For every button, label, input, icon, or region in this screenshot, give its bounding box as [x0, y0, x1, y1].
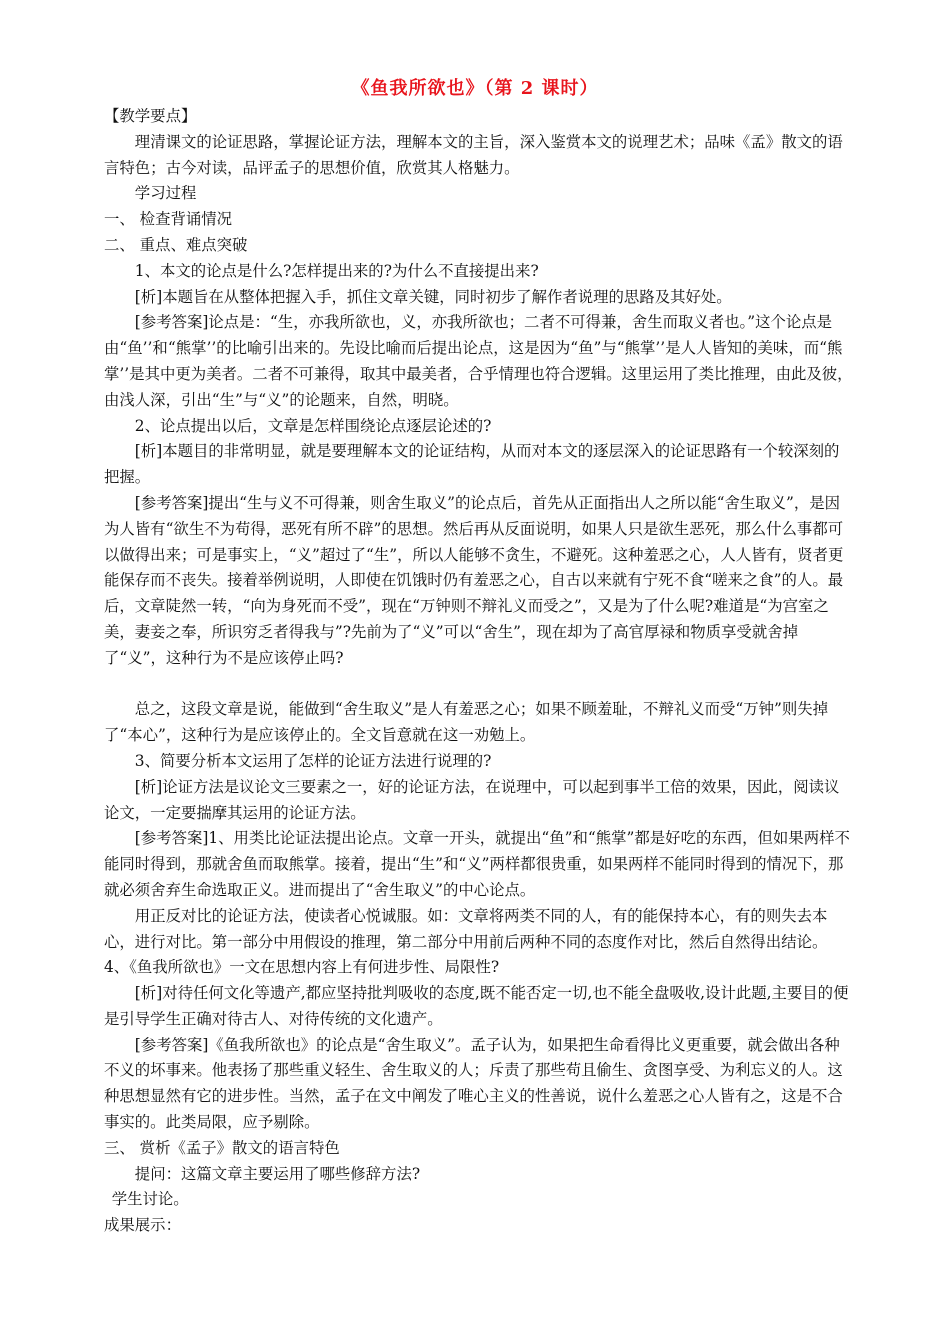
paragraph-teaching-points: 理清课文的论证思路，掌握论证方法，理解本文的主旨，深入鉴赏本文的说理艺术；品味《孟》散文的语言特色；古今对读，品评孟子的思想价值，欣赏其人格魅力。 [104, 132, 843, 177]
answer-4: [参考答案]《鱼我所欲也》的论点是“舍生取义”。孟子认为，如果把生命看得比义更重要，就会做出各种不义的坏事来。他表扬了那些重义轻生、舍生取义的人；斥责了那些苟且偷生、贪图享受、为利忘义的人。这种思想显然有它的进步性。当然，孟子在文中阐发了唯心主义的性善说，说什么羞恶之心人皆有之，这是不合事实的。此类局限，应予剔除。 [104, 1035, 843, 1132]
section-heading-teaching-points: 【教学要点】 [104, 107, 197, 125]
question-2: 2、论点提出以后，文章是怎样围绕论点逐层论述的? [134, 416, 492, 435]
analysis-3: [析]论证方法是议论文三要素之一，好的论证方法，在说理中，可以起到事半工倍的效果，因此，阅读议论文，一定要揣摩其运用的论证方法。 [104, 777, 840, 822]
answer-1: [参考答案]论点是：“生，亦我所欲也，义，亦我所欲也；二者不可得兼，舍生而取义者也。”这个论点是由“鱼’’和“熊掌’’的比喻引出来的。先设比喻而后提出论点，这是因为“鱼”与“熊掌’’是人人皆知的美味，而“熊掌’’是其中更为美者。二者不可兼得，取其中最美者，合乎情理也符合逻辑。这里运用了类比推理，由此及彼，由浅人深，引出“生”与“义”的论题来，自然，明晓。 [104, 313, 853, 409]
heading-learning-process: 学习过程 [134, 184, 197, 203]
question-3: 3、简要分析本文运用了怎样的论证方法进行说理的? [134, 751, 492, 770]
answer-3: [参考答案]1、用类比论证法提出论点。文章一开头，就提出“鱼”和“熊掌”都是好吃的东西，但如果两样不能同时得到，那就舍鱼而取熊掌。接着，提出“生”和“义”两样都很贵重，如果两样不能同时得到的情况下，那就必须舍弃生命选取正义。进而提出了“舍生取义”的中心论点。 [104, 829, 850, 899]
question-1: 1、本文的论点是什么?怎样提出来的?为什么不直接提出来? [134, 261, 539, 280]
analysis-4: [析]对待任何文化等遗产,都应坚持批判吸收的态度,既不能否定一切,也不能全盘吸收,设计此题,主要目的便是引导学生正确对待古人、对待传统的文化遗产。 [104, 984, 849, 1028]
answer-2: [参考答案]提出“生与义不可得兼，则舍生取义”的论点后，首先从正面指出人之所以能“舍生取义”，是因为人皆有“欲生不为苟得，恶死有所不辟”的思想。然后再从反面说明，如果人只是欲生恶死，那么什么事都可以做得出来；可是事实上，“义”超过了“生”，所以人能够不贪生，不避死。这种羞恶之心，人人皆有，贤者更能保存而不丧失。接着举例说明，人即使在饥饿时仍有羞恶之心，自古以来就有宁死不食“嗟来之食”的人。最后，文章陡然一转，“向为身死而不受”，现在“万钟则不辩礼义而受之”，又是为了什么呢?难道是“为宫室之美，妻妾之奉，所识穷乏者得我与”?先前为了“义”可以“舍生”，现在却为了高官厚禄和物质享受就舍掉了“义”，这种行为不是应该停止吗? [104, 493, 844, 667]
document-title: 《鱼我所欲也》（第 2 课时） [351, 78, 599, 99]
summary-2: 总之，这段文章是说，能做到“舍生取义”是人有羞恶之心；如果不顾羞耻，不辩礼义而受“万钟”则失掉了“本心”，这种行为是应该停止的。全文旨意就在这一劝勉上。 [104, 700, 829, 745]
question-4: 4、《鱼我所欲也》一文在思想内容上有何进步性、局限性? [104, 958, 500, 977]
document-body [104, 104, 854, 1239]
heading-part-three: 三、 赏析《孟子》散文的语言特色 [104, 1138, 340, 1157]
analysis-2: [析]本题目的非常明显，就是要理解本文的论证结构，从而对本文的逐层深入的论证思路有一个较深刻的把握。 [104, 442, 840, 487]
blank-line [104, 672, 854, 698]
analysis-1: [析]本题旨在从整体把握入手，抓住文章关键，同时初步了解作者说理的思路及其好处。 [134, 287, 732, 306]
discussion-question: 提问：这篇文章主要运用了哪些修辞方法? [134, 1164, 421, 1183]
heading-part-two: 二、 重点、难点突破 [104, 235, 248, 254]
answer-3-continued: 用正反对比的论证方法，使读者心悦诚服。如：文章将两类不同的人，有的能保持本心，有的则失去本心，进行对比。第一部分中用假设的推理，第二部分中用前后两种不同的态度作对比，然后自然得出结论。 [104, 906, 828, 951]
student-discussion: 学生讨论。 [111, 1190, 189, 1209]
heading-part-one: 一、 检查背诵情况 [104, 210, 233, 229]
results-display: 成果展示： [104, 1216, 181, 1235]
